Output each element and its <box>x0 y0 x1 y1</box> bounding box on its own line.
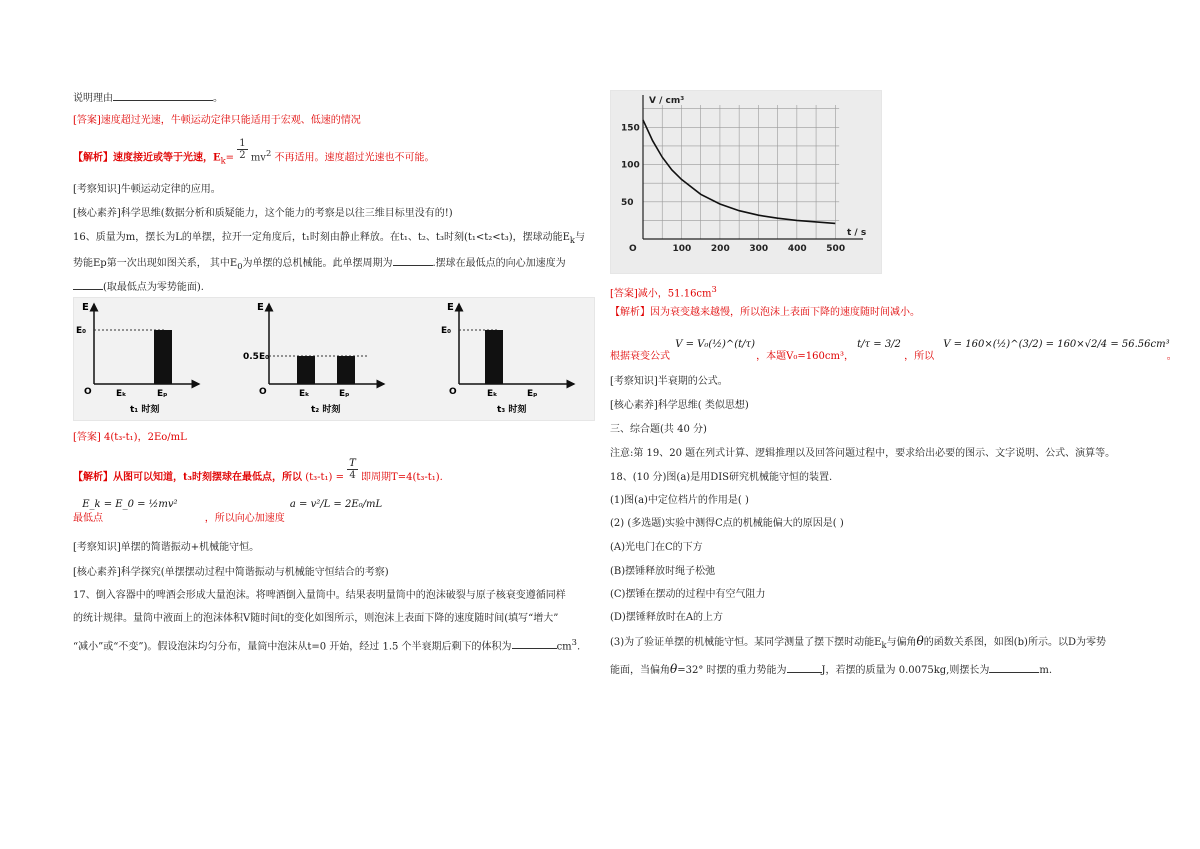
analysis-17-formula: 根据衰变公式 V = V₀(½)^(t/τ) ，本题V₀=160cm³， t/τ = 3/2 ，所以 V = 160×(½)^(3/2) = 160×√2/4 = 56.56cm³ 。 <box>610 339 1177 362</box>
bar-ek-t3 <box>485 330 503 384</box>
axis-e: E <box>82 302 89 313</box>
volume-chart-svg <box>611 91 881 273</box>
knowledge-17: [考察知识]半衰期的公式。 <box>610 376 728 387</box>
axis-e: E <box>257 302 264 313</box>
equation-volume: V = 160×(½)^(3/2) = 160×√2/4 = 56.56cm³ <box>943 339 1170 350</box>
answer-blank <box>73 279 103 290</box>
fraction: $\frac{T}{4}$ <box>349 458 356 481</box>
question-18-3-line2: 能面，当偏角θ=32° 时摆的重力势能为 J，若摆的质量为 0.0075kg,则摆长为 m. <box>610 662 1053 676</box>
question-18-3-line1: (3)为了验证单摆的机械能守恒。某同学测量了摆下摆时动能$E_k$与偏角θ的函数关系图，如图(b)所示。以D为零势 <box>610 634 1106 650</box>
option-d: (D)摆锤释放时在A的上方 <box>610 612 724 623</box>
equation-acceleration: a = v²/L = 2E₀/mL <box>289 499 383 510</box>
theta-symbol: θ <box>670 662 678 676</box>
analysis-17: 【解析】因为衰变越来越慢，所以泡沫上表面下降的速度随时间减小。 <box>610 307 920 318</box>
label-ep: Eₚ <box>527 389 538 399</box>
energy-panel-t3 <box>441 302 574 415</box>
question-16-line1: 16、质量为m，摆长为L的单摆，拉开一定角度后，t₁时刻由静止释放。在t₁、t₂、t₃时刻(t₁<t₂<t₃)，摆球动能$E_k$与 <box>73 232 585 245</box>
question-16-line2: 势能Ep第一次出现如图关系， 其中$E_0$为单摆的总机械能。此单摆周期为 .摆球在最低点的向心加速度为 <box>73 255 566 273</box>
answer-blank <box>512 638 557 649</box>
energy-figure-svg <box>74 298 594 420</box>
literacy-16: [核心素养]科学探究(单摆摆动过程中简谐振动与机械能守恒结合的考察) <box>73 567 389 578</box>
label-e0: E₀ <box>76 326 87 336</box>
label-ep: Eₚ <box>339 389 350 399</box>
question-17-line3: “减小”或“不变”)。假设泡沫均匀分布，量筒中泡沫从t=0 开始，经过 1.5 个半衰期后剩下的体积为 $cm^3$. <box>73 637 581 653</box>
volume-time-chart <box>610 90 882 274</box>
bar-ek-t2 <box>297 356 315 384</box>
x-tick-label: 400 <box>787 244 807 254</box>
section-note: 注意:第 19、20 题在列式计算、逻辑推理以及回答问题过程中，要求给出必要的图示、文字说明、公式、演算等。 <box>610 448 1116 459</box>
answer-blank <box>393 255 433 266</box>
equation-energy: E_k = E_0 = ½mv² <box>82 499 178 510</box>
label-ep: Eₚ <box>157 389 168 399</box>
y-tick-label: 100 <box>621 160 640 171</box>
label-half-e0: 0.5E₀ <box>243 352 270 362</box>
question-17-line1: 17、倒入容器中的啤酒会形成大量泡沫。将啤酒倒入量筒中。结果表明量筒中的泡沫破裂与原子核衰变遵循同样 <box>73 590 566 601</box>
bar-ep-t1 <box>154 330 172 384</box>
theta-symbol: θ <box>916 634 924 648</box>
analysis-16-cont: 最低点 E_k = E_0 = ½mv² ，所以向心加速度 a = v²/L = 2E₀/mL <box>73 499 383 524</box>
y-axis-label: V / cm³ <box>649 96 685 106</box>
answer-blank <box>113 90 213 101</box>
time-label-t1: t₁ 时刻 <box>130 405 160 415</box>
energy-panel-t1 <box>76 302 199 415</box>
time-label-t3: t₃ 时刻 <box>497 405 527 415</box>
energy-panel-t2 <box>243 302 384 415</box>
label-ek: Eₖ <box>116 389 127 399</box>
answer-blank <box>787 662 822 673</box>
answer-blank <box>989 662 1039 673</box>
question-17-line2: 的统计规律。量筒中液面上的泡沫体积V随时间t的变化如图所示，则泡沫上表面下降的速度随时间(填写“增大” <box>73 613 559 624</box>
knowledge-16: [考察知识]单摆的简谐振动+机械能守恒。 <box>73 542 260 553</box>
literacy-15: [核心素养]科学思维(数据分析和质疑能力，这个能力的考察是以往三维目标里没有的!) <box>73 208 453 219</box>
section-heading: 三、综合题(共 40 分) <box>610 424 707 435</box>
y-tick-label: 150 <box>621 123 640 134</box>
literacy-17: [核心素养]科学思维( 类似思想) <box>610 400 749 411</box>
analysis-15: 【解析】速度接近或等于光速，$E_k=$ $\frac{1}{2}$ $mv^2$ 不再适用。速度超过光速也不可能。 <box>73 138 435 166</box>
x-tick-label: 300 <box>749 244 769 254</box>
energy-figure <box>73 297 595 421</box>
x-tick-label: 200 <box>710 244 730 254</box>
analysis-16: 【解析】从图可以知道，t₃时刻摆球在最低点，所以 (t₃-t₁) = $\frac{T}{4}$ 即周期T=4(t₃-t₁). <box>73 458 443 483</box>
answer-15: [答案]速度超过光速，牛顿运动定律只能适用于宏观、低速的情况 <box>73 115 361 126</box>
origin-label: O <box>449 387 457 397</box>
option-a: (A)光电门在C的下方 <box>610 542 703 553</box>
answer-16: [答案] 4(t₃-t₁)，2Eo/mL <box>73 432 187 443</box>
option-c: (C)摆锤在摆动的过程中有空气阻力 <box>610 589 766 600</box>
equation-decay: V = V₀(½)^(t/τ) <box>675 339 755 350</box>
question-18-1: (1)图(a)中定位档片的作用是( ) <box>610 495 749 506</box>
label-ek: Eₖ <box>487 389 498 399</box>
equation-ratio: t/τ = 3/2 <box>857 339 901 350</box>
knowledge-15: [考察知识]牛顿运动定律的应用。 <box>73 184 221 195</box>
y-tick-label: 50 <box>621 197 634 208</box>
origin-label: O <box>629 244 637 254</box>
time-label-t2: t₂ 时刻 <box>311 405 341 415</box>
x-tick-label: 500 <box>826 244 846 254</box>
origin-label: O <box>84 387 92 397</box>
bar-ep-t2 <box>337 356 355 384</box>
reason-prompt: 说明理由 。 <box>73 90 223 106</box>
origin-label: O <box>259 387 267 397</box>
answer-17: [答案]减小，$51.16cm^3$ <box>610 284 717 300</box>
label-ek: Eₖ <box>299 389 310 399</box>
fraction: $\frac{1}{2}$ <box>239 138 246 162</box>
x-axis-label: t / s <box>847 228 867 238</box>
label-e0: E₀ <box>441 326 452 336</box>
question-18: 18、(10 分)图(a)是用DIS研究机械能守恒的装置. <box>610 472 833 483</box>
option-b: (B)摆锤释放时绳子松弛 <box>610 566 716 577</box>
axis-e: E <box>447 302 454 313</box>
question-16-line3: (取最低点为零势能面). <box>73 279 204 295</box>
x-tick-label: 100 <box>672 244 692 254</box>
question-18-2: (2) (多选题)实验中测得C点的机械能偏大的原因是( ) <box>610 518 844 529</box>
